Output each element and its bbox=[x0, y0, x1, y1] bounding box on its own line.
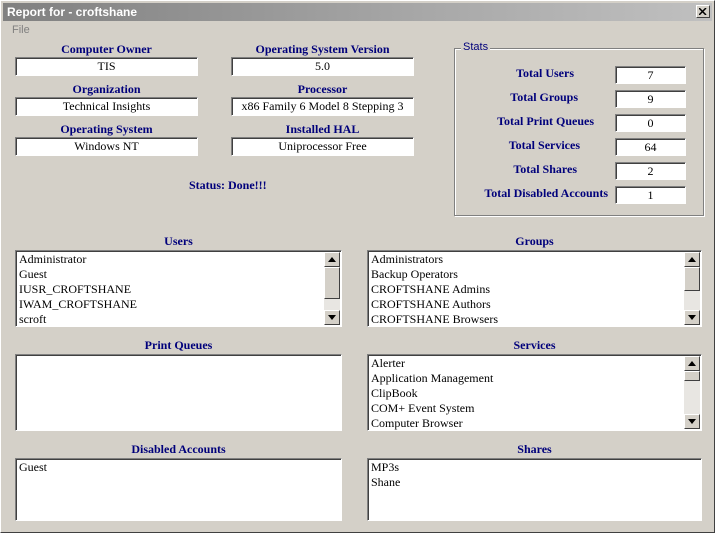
list-item[interactable]: Administrators bbox=[371, 252, 443, 266]
status-text: Status: Done!!! bbox=[189, 178, 267, 192]
print-queues-list[interactable] bbox=[15, 354, 342, 431]
computer-owner-field[interactable]: TIS bbox=[15, 57, 198, 76]
arrow-down-icon bbox=[688, 315, 696, 320]
list-item[interactable]: Guest bbox=[19, 267, 47, 281]
users-label: Users bbox=[164, 234, 193, 248]
total-shares-value[interactable]: 2 bbox=[615, 162, 686, 180]
disabled-accounts-label: Disabled Accounts bbox=[131, 442, 226, 456]
list-item[interactable]: Application Management bbox=[371, 371, 494, 385]
scroll-up-button[interactable] bbox=[324, 252, 340, 267]
total-groups-value[interactable]: 9 bbox=[615, 90, 686, 108]
os-version-label: Operating System Version bbox=[255, 42, 390, 56]
installed-hal-field[interactable]: Uniprocessor Free bbox=[231, 137, 414, 156]
list-item[interactable]: Administrator bbox=[19, 252, 87, 266]
computer-owner-label: Computer Owner bbox=[61, 42, 152, 56]
users-list-items bbox=[19, 252, 323, 327]
operating-system-label: Operating System bbox=[60, 122, 153, 136]
groups-list[interactable] bbox=[367, 250, 702, 327]
total-print-queues-value[interactable]: 0 bbox=[615, 114, 686, 132]
scroll-up-button[interactable] bbox=[684, 356, 700, 371]
services-list[interactable] bbox=[367, 354, 702, 431]
print-queues-label: Print Queues bbox=[144, 338, 213, 352]
disabled-accounts-list-items bbox=[19, 460, 323, 475]
list-item[interactable]: Guest bbox=[19, 460, 47, 474]
menu-file[interactable]: File bbox=[12, 24, 30, 36]
list-item[interactable]: MP3s bbox=[371, 460, 400, 474]
services-label: Services bbox=[513, 338, 556, 352]
disabled-accounts-list[interactable] bbox=[15, 458, 342, 521]
groups-scrollbar[interactable] bbox=[684, 252, 700, 325]
total-disabled-accounts-value[interactable]: 1 bbox=[615, 186, 686, 204]
total-disabled-accounts-label: Total Disabled Accounts bbox=[484, 186, 608, 200]
arrow-up-icon bbox=[688, 361, 696, 366]
organization-label: Organization bbox=[72, 82, 141, 96]
scroll-down-button[interactable] bbox=[324, 310, 340, 325]
list-item[interactable]: CROFTSHANE Authors bbox=[371, 297, 491, 311]
list-item[interactable]: Backup Operators bbox=[371, 267, 458, 281]
services-scrollbar[interactable] bbox=[684, 356, 700, 429]
list-item[interactable]: IWAM_CROFTSHANE bbox=[19, 297, 138, 311]
shares-list-items bbox=[371, 460, 683, 490]
arrow-down-icon bbox=[328, 315, 336, 320]
processor-field[interactable]: x86 Family 6 Model 8 Stepping 3 bbox=[231, 97, 414, 116]
scroll-thumb[interactable] bbox=[684, 267, 700, 291]
shares-label: Shares bbox=[517, 442, 552, 456]
scroll-down-button[interactable] bbox=[684, 414, 700, 429]
total-shares-label: Total Shares bbox=[513, 162, 577, 176]
scroll-up-button[interactable] bbox=[684, 252, 700, 267]
users-scrollbar[interactable] bbox=[324, 252, 340, 325]
users-list[interactable] bbox=[15, 250, 342, 327]
list-item[interactable]: CROFTSHANE Browsers bbox=[371, 312, 499, 326]
groups-list-items bbox=[371, 252, 683, 327]
shares-list[interactable] bbox=[367, 458, 702, 521]
title-bar[interactable] bbox=[3, 3, 712, 21]
list-item[interactable]: Alerter bbox=[371, 356, 405, 370]
list-item[interactable]: CROFTSHANE Admins bbox=[371, 282, 491, 296]
total-users-label: Total Users bbox=[516, 66, 574, 80]
organization-field[interactable]: Technical Insights bbox=[15, 97, 198, 116]
menu-bar bbox=[3, 22, 712, 39]
total-print-queues-label: Total Print Queues bbox=[497, 114, 594, 128]
list-item[interactable]: Computer Browser bbox=[371, 416, 463, 430]
close-button[interactable] bbox=[696, 5, 710, 18]
processor-label: Processor bbox=[297, 82, 348, 96]
installed-hal-label: Installed HAL bbox=[285, 122, 360, 136]
total-services-label: Total Services bbox=[508, 138, 580, 152]
scroll-down-button[interactable] bbox=[684, 310, 700, 325]
total-services-value[interactable]: 64 bbox=[615, 138, 686, 156]
services-list-items bbox=[371, 356, 683, 431]
operating-system-field[interactable]: Windows NT bbox=[15, 137, 198, 156]
arrow-down-icon bbox=[688, 419, 696, 424]
arrow-up-icon bbox=[688, 257, 696, 262]
list-item[interactable]: Shane bbox=[371, 475, 401, 489]
scroll-thumb[interactable] bbox=[684, 371, 700, 381]
list-item[interactable]: ClipBook bbox=[371, 386, 418, 400]
window-title: Report for - croftshane bbox=[7, 5, 138, 19]
total-groups-label: Total Groups bbox=[510, 90, 578, 104]
close-icon bbox=[699, 8, 707, 15]
arrow-up-icon bbox=[328, 257, 336, 262]
os-version-field[interactable]: 5.0 bbox=[231, 57, 414, 76]
list-item[interactable]: scroft bbox=[19, 312, 47, 326]
list-item[interactable]: IUSR_CROFTSHANE bbox=[19, 282, 132, 296]
scroll-thumb[interactable] bbox=[324, 267, 340, 299]
groups-label: Groups bbox=[515, 234, 554, 248]
total-users-value[interactable]: 7 bbox=[615, 66, 686, 84]
list-item[interactable]: COM+ Event System bbox=[371, 401, 475, 415]
stats-title: Stats bbox=[463, 41, 489, 53]
